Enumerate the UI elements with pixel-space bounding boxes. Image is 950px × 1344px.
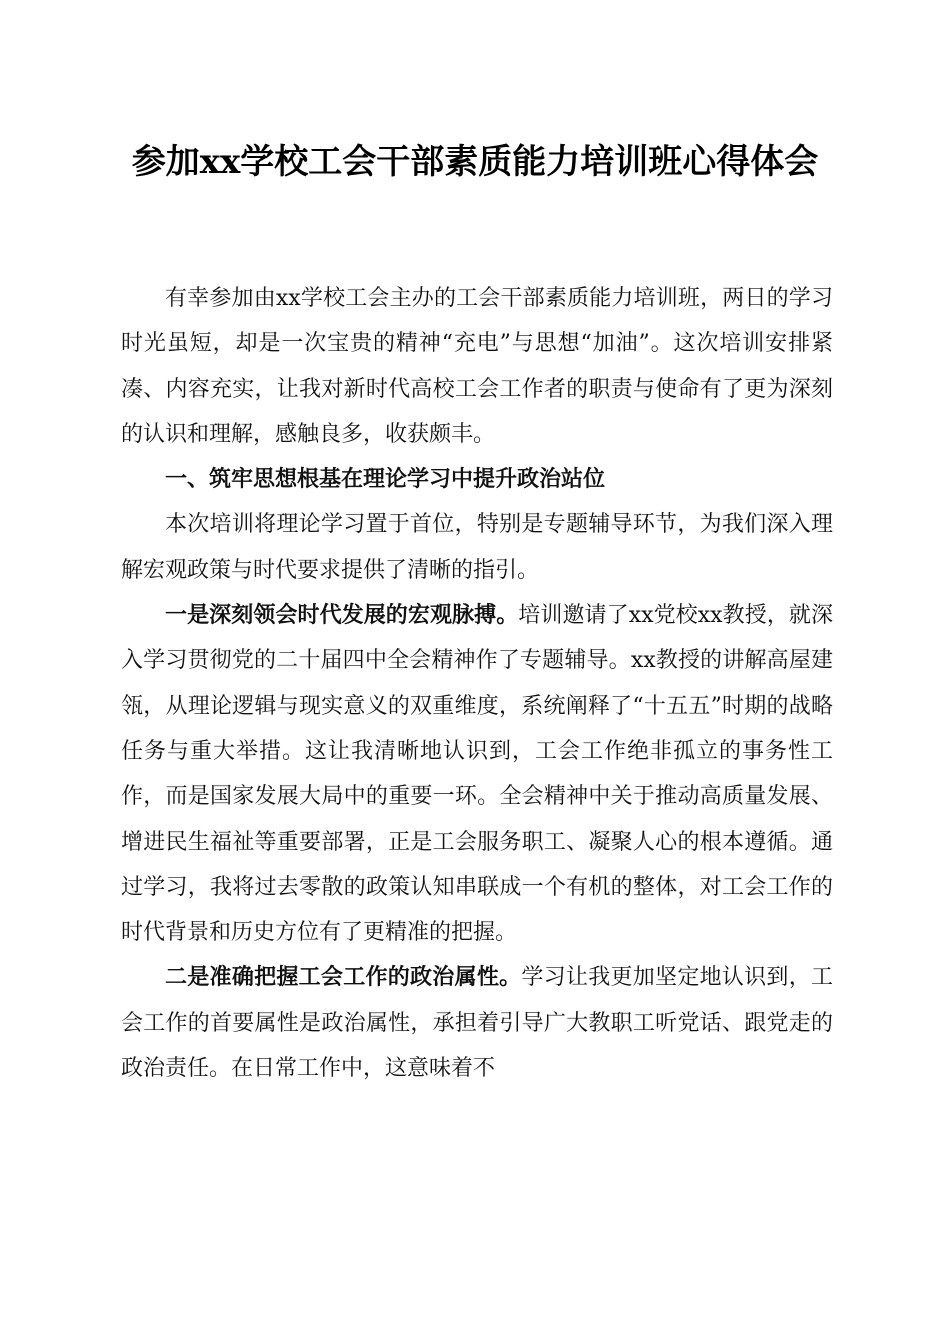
section-1-intro-paragraph: 本次培训将理论学习置于首位，特别是专题辅导环节，为我们深入理解宏观政策与时代要求提供了清晰的指引。 xyxy=(121,512,833,583)
intro-paragraph: 有幸参加由xx学校工会主办的工会干部素质能力培训班，两日的学习时光虽短，却是一次宝贵的精神“充电”与思想“加油”。这次培训安排紧凑、内容充实，让我对新时代高校工会工作者的职责与使命有了更为深刻的认识和理解，感触良多，收获颇丰。 xyxy=(121,286,833,447)
point-2-paragraph xyxy=(121,955,833,1091)
document-body xyxy=(121,276,833,1091)
point-2-text: 学习让我更加坚定地认识到，工会工作的首要属性是政治属性，承担着引导广大教职工听党话、跟党走的政治责任。在日常工作中，这意味着不 xyxy=(121,965,833,1082)
point-1-lead: 一是深刻领会时代发展的宏观脉搏。 xyxy=(165,602,519,629)
section-heading-1: 一、筑牢思想根基在理论学习中提升政治站位 xyxy=(165,467,606,493)
document-title: 参加xx学校工会干部素质能力培训班心得体会 xyxy=(131,142,819,182)
point-1-paragraph xyxy=(121,593,833,955)
point-1-text: 培训邀请了xx党校xx教授，就深入学习贯彻党的二十届四中全会精神作了专题辅导。xx教授的讲解高屋建瓴，从理论逻辑与现实意义的双重维度，系统阐释了“十五五”时期的战略任务与重大举措。这让我清晰地认识到，工会工作绝非孤立的事务性工作，而是国家发展大局中的重要一环。全会精神中关于推动高质量发展、增进民生福祉等重要部署，正是工会服务职工、凝聚人心的根本遵循。通过学习，我将过去零散的政策认知串联成一个有机的整体，对工会工作的时代背景和历史方位有了更精准的把握。 xyxy=(121,603,833,946)
point-2-lead: 二是准确把握工会工作的政治属性。 xyxy=(165,964,522,991)
